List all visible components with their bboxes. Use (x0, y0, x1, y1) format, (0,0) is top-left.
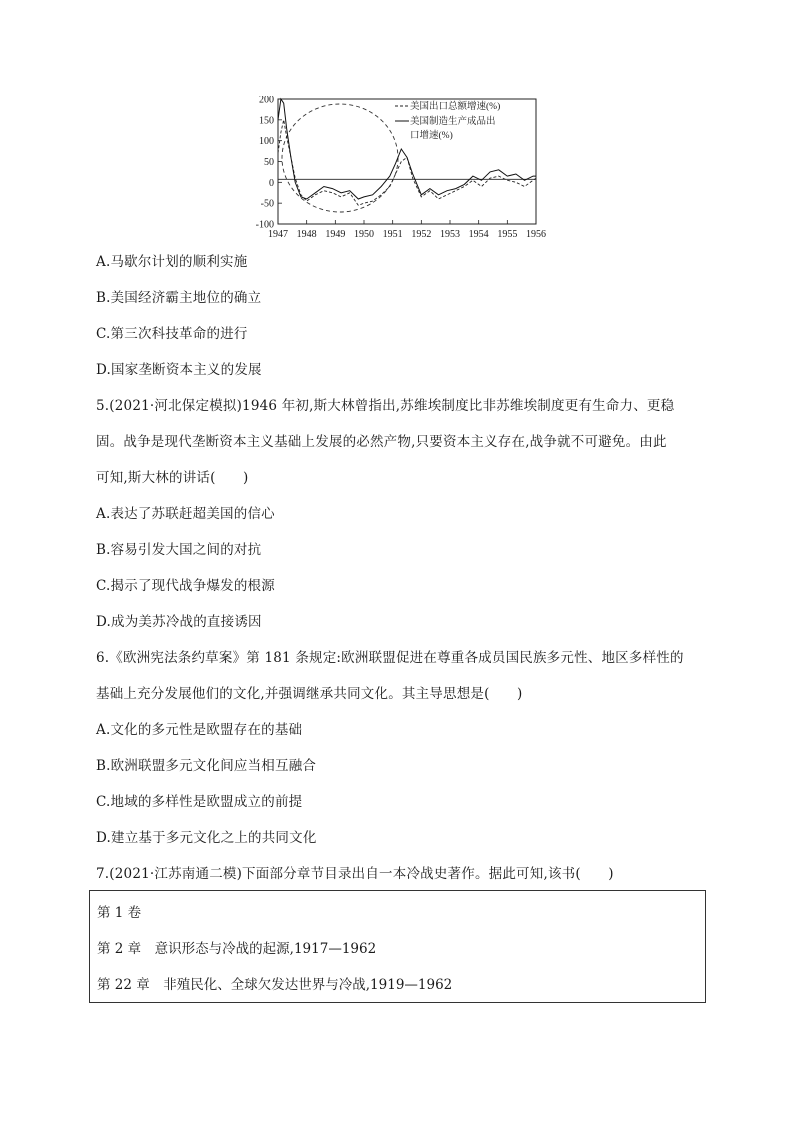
q6-stem-line-1: 6.《欧洲宪法条约草案》第 181 条规定:欧洲联盟促进在尊重各成员国民族多元性、地区多样性的 (96, 650, 684, 666)
x-tick-label: 1948 (296, 229, 317, 240)
x-tick-label: 1953 (440, 229, 460, 240)
q5-option-b: B.容易引发大国之间的对抗 (96, 542, 262, 558)
y-tick-label: 50 (264, 157, 274, 168)
toc-chapter-2: 第 2 章 意识形态与冷战的起源,1917—1962 (97, 941, 377, 957)
export-growth-chart (238, 96, 558, 246)
highlight-ellipse (282, 104, 398, 212)
q7-stem: 7.(2021·江苏南通二模)下面部分章节目录出自一本冷战史著作。据此可知,该书( ) (96, 866, 614, 882)
q6-option-a: A.文化的多元性是欧盟存在的基础 (96, 722, 303, 738)
y-tick-label: -100 (255, 219, 274, 231)
q4-option-d: D.国家垄断资本主义的发展 (96, 362, 262, 378)
q6-option-c: C.地域的多样性是欧盟成立的前提 (96, 794, 303, 810)
series-manufactured-exports-line (278, 99, 536, 199)
q5-stem-line-3: 可知,斯大林的讲话( ) (96, 470, 249, 486)
legend-label-2: 美国制造生产成品出 (410, 117, 496, 127)
x-tick-label: 1954 (468, 229, 489, 240)
q5-stem-line-1: 5.(2021·河北保定模拟)1946 年初,斯大林曾指出,苏维埃制度比非苏维埃制度更有生命力、更稳 (96, 398, 675, 414)
series-total-exports-line (278, 120, 536, 206)
x-tick-label: 1947 (268, 229, 288, 240)
q5-stem-line-2: 固。战争是现代垄断资本主义基础上发展的必然产物,只要资本主义存在,战争就不可避免。由此 (96, 434, 667, 450)
q5-option-a: A.表达了苏联赶超美国的信心 (96, 506, 275, 522)
y-tick-label: 200 (259, 96, 274, 106)
q6-option-d: D.建立基于多元文化之上的共同文化 (96, 830, 317, 846)
y-tick-label: 150 (259, 115, 274, 127)
toc-chapter-22: 第 22 章 非殖民化、全球欠发达世界与冷战,1919—1962 (97, 977, 453, 993)
legend (395, 100, 500, 141)
x-tick-label: 1950 (354, 229, 374, 240)
q4-option-c: C.第三次科技革命的进行 (96, 326, 248, 342)
y-tick-label: -50 (260, 198, 274, 210)
q6-stem-line-2: 基础上充分发展他们的文化,并强调继承共同文化。其主导思想是( ) (96, 686, 523, 702)
q4-option-b: B.美国经济霸主地位的确立 (96, 290, 262, 306)
x-axis (268, 220, 546, 240)
x-tick-label: 1956 (526, 229, 546, 240)
x-tick-label: 1951 (382, 229, 403, 240)
q4-option-a: A.马歇尔计划的顺利实施 (96, 254, 248, 270)
legend-label-1: 美国出口总额增速(%) (410, 102, 501, 112)
toc-volume: 第 1 卷 (97, 905, 142, 921)
q5-option-d: D.成为美苏冷战的直接诱因 (96, 614, 262, 630)
x-tick-label: 1952 (411, 229, 432, 240)
x-tick-label: 1949 (325, 229, 346, 240)
q5-option-c: C.揭示了现代战争爆发的根源 (96, 578, 275, 594)
y-tick-label: 0 (269, 177, 274, 189)
x-tick-label: 1955 (497, 229, 518, 240)
q7-table-of-contents-box (89, 890, 706, 1003)
q6-option-b: B.欧洲联盟多元文化间应当相互融合 (96, 758, 317, 774)
plot-frame (278, 99, 536, 224)
legend-label-3: 口增速(%) (410, 131, 453, 141)
y-tick-label: 100 (259, 136, 274, 148)
